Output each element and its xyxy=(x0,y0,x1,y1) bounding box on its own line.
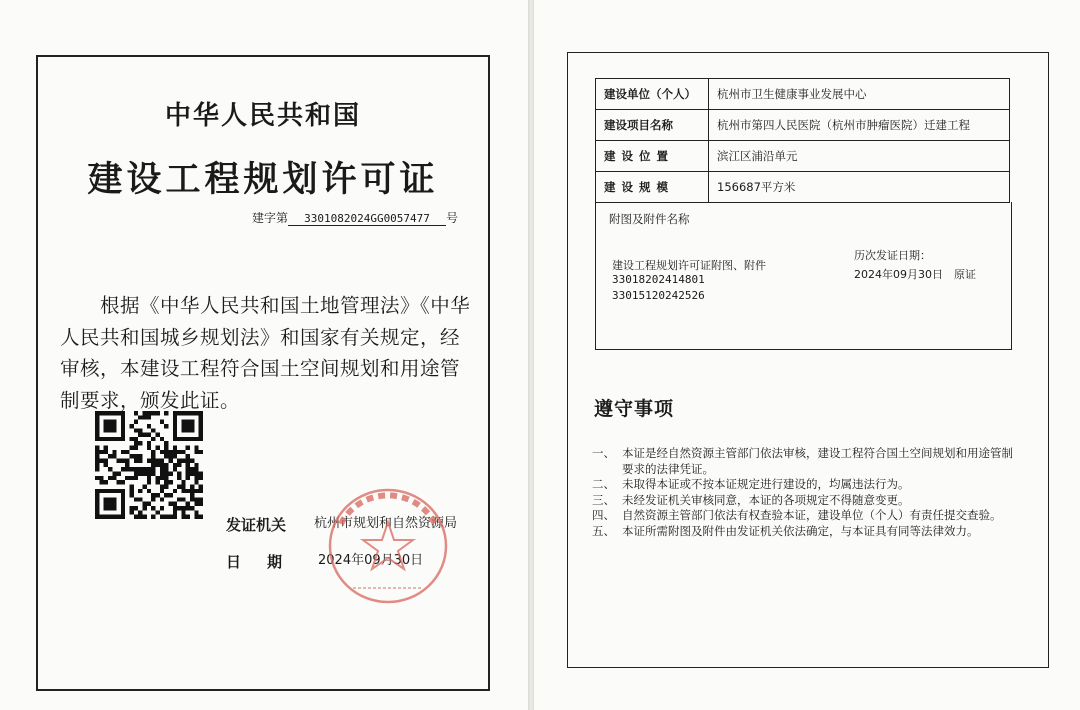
list-item xyxy=(592,524,1022,540)
cert-prefix: 建字第 xyxy=(252,211,289,225)
rules-list xyxy=(592,446,1022,539)
rule-text: 未经发证机关审核同意，本证的各项规定不得随意变更。 xyxy=(622,492,910,507)
rule-number: 四、 xyxy=(592,508,615,522)
info-label: 建设规模 xyxy=(596,172,709,203)
table-row xyxy=(596,110,1010,141)
table-row xyxy=(596,141,1010,172)
rule-text: 未取得本证或不按本证规定进行建设的，均属违法行为。 xyxy=(622,477,910,491)
page-fold xyxy=(528,0,534,710)
list-item xyxy=(592,508,1022,524)
attachment-name: 建设工程规划许可证附图、附件 xyxy=(612,259,766,272)
info-value: 156687平方米 xyxy=(709,172,1010,203)
list-item xyxy=(592,493,1022,509)
issuer-value: 杭州市规划和自然资源局 xyxy=(314,516,458,531)
list-item xyxy=(592,446,1022,477)
certificate-number xyxy=(252,209,458,226)
cert-number-value: 3301082024GG0057477 xyxy=(288,212,446,226)
attachments-title: 附图及附件名称 xyxy=(609,212,690,226)
info-label: 建设单位（个人） xyxy=(596,79,709,110)
rule-text: 自然资源主管部门依法有权查验本证，建设单位（个人）有责任提交查验。 xyxy=(622,508,1002,522)
cert-suffix: 号 xyxy=(446,211,459,225)
rules-title: 遵守事项 xyxy=(594,398,675,420)
info-label: 建设位置 xyxy=(596,141,709,172)
attachment-number: 33015120242526 xyxy=(612,289,705,302)
qr-code xyxy=(95,411,203,519)
official-seal xyxy=(313,484,463,614)
project-info-table xyxy=(595,78,1010,203)
certificate-title: 建设工程规划许可证 xyxy=(87,160,439,200)
issuer-label: 发证机关 xyxy=(226,516,287,534)
issue-history-label: 历次发证日期： xyxy=(854,249,931,262)
rule-number: 三、 xyxy=(592,492,615,507)
info-value: 杭州市第四人民医院（杭州市肿瘤医院）迁建工程 xyxy=(709,110,1010,141)
rule-number: 二、 xyxy=(592,477,615,491)
date-label: 日期 xyxy=(226,553,309,571)
info-value: 滨江区浦沿单元 xyxy=(709,141,1010,172)
attachment-number: 33018202414801 xyxy=(612,273,705,286)
table-row xyxy=(596,172,1010,203)
issue-history-value: 2024年09月30日 原证 xyxy=(854,268,976,281)
table-row xyxy=(596,79,1010,110)
info-value: 杭州市卫生健康事业发展中心 xyxy=(709,79,1010,110)
list-item xyxy=(592,477,1022,493)
date-value: 2024年09月30日 xyxy=(318,553,424,568)
rule-number: 五、 xyxy=(592,523,615,538)
legal-basis-text: 根据《中华人民共和国土地管理法》《中华人民共和国城乡规划法》和国家有关规定，经审核，本建设工程符合国土空间规划和用途管制要求，颁发此证。 xyxy=(60,294,471,412)
rule-number: 一、 xyxy=(592,446,615,460)
info-label: 建设项目名称 xyxy=(596,110,709,141)
rule-text: 本证所需附图及附件由发证机关依法确定，与本证具有同等法律效力。 xyxy=(622,523,979,538)
country-title: 中华人民共和国 xyxy=(164,101,361,131)
rule-text: 本证是经自然资源主管部门依法审核，建设工程符合国土空间规划和用途管制要求的法律凭证。 xyxy=(622,446,1013,476)
